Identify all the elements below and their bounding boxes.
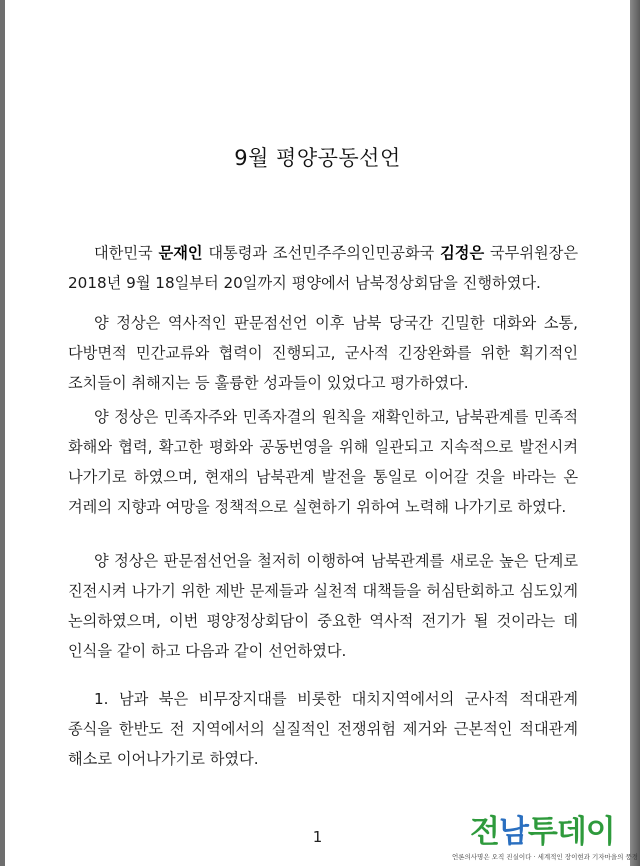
intro-text-middle: 대통령과 조선민주주의인민공화국 [202,244,441,262]
logo-part-3: 투데이 [527,814,615,850]
jeonnam-today-logo [470,812,620,852]
paragraph-article-1-text: 1. 남과 북은 비무장지대를 비롯한 대치지역에서의 군사적 적대관계 종식을 한반도 전 지역에서의 실질적인 전쟁위험 제거와 근본적인 적대관계 해소로 이어나가기로 하였다. [68,690,578,768]
intro-text-tail: 국무위원장은 2018년 9월 18일부터 20일까지 평양에서 남북정상회담을 진행하였다. [68,244,579,292]
paragraph-evaluation-text: 양 정상은 역사적인 판문점선언 이후 남북 당국간 긴밀한 대화와 소통, 다방면적 민간교류와 협력이 진행되고, 군사적 긴장완화를 위한 획기적인 조치들이 취해지는 등 훌륭한 성과들이 있었다고 평가하였다. [68,314,578,392]
paragraph-declaration-text: 양 정상은 판문점선언을 철저히 이행하여 남북관계를 새로운 높은 단계로 진전시켜 나가기 위한 제반 문제들과 실천적 대책들을 허심탄회하고 심도있게 논의하였으며, 이번 평양정상회담이 중요한 역사적 전기가 될 것이라는 데 인식을 같이 하고 다음과 같이 선언하였다. [68,552,578,660]
leader-name-kim: 김정은 [440,244,485,262]
paragraph-declaration [68,546,578,666]
logo-part-2: 남 [498,814,528,850]
paragraph-principles [68,402,578,522]
paragraph-intro [68,238,578,298]
intro-text-lead: 대한민국 [94,244,159,262]
paragraph-principles-text: 양 정상은 민족자주와 민족자결의 원칙을 재확인하고, 남북관계를 민족적 화해와 협력, 확고한 평화와 공동번영을 위해 일관되고 지속적으로 발전시켜 나가기로 하였으며, 현재의 남북관계 발전을 통일로 이어갈 것을 바라는 온 겨레의 지향과 여망을 정책적으로 실현하기 위하여 노력해 나가기로 하였다. [68,408,578,516]
page-shadow [630,0,640,866]
logo-part-1: 전 [470,814,499,850]
document-page [5,0,630,866]
page-number: 1 [312,828,323,846]
leader-name-moon: 문재인 [158,244,203,262]
paragraph-article-1 [68,684,578,774]
document-title: 9월 평양공동선언 [234,146,401,170]
paragraph-evaluation [68,308,578,398]
logo-tagline: 언론의사명은 오직 진실이다 · 세계적인 장이현과 기자마을의 풍경 [451,853,638,861]
